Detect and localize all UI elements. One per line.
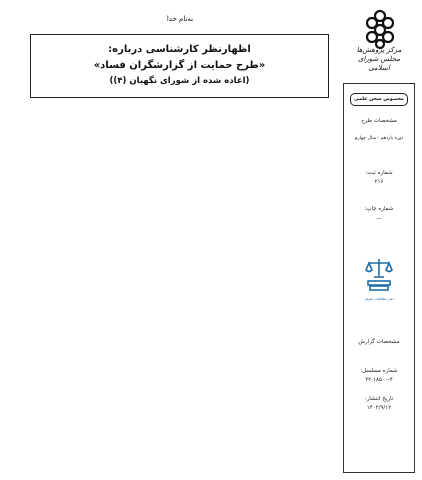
publish-date-label: تاریخ انتشار: xyxy=(364,396,394,402)
publish-date-value: ۱۴۰۲/۹/۱۲ xyxy=(366,405,392,411)
scales-of-justice-icon xyxy=(365,256,393,296)
report-specs-label: مشخصات گزارش xyxy=(358,339,400,345)
office-caption: دفتر مطالعات حقوقی xyxy=(364,297,394,301)
print-label: شماره چاپ: xyxy=(364,206,394,212)
bismillah-heading: به‌نام خدا xyxy=(166,15,194,23)
sidebar-panel xyxy=(343,83,415,473)
title-line-2: «طرح حمایت از گزارشگران فساد» xyxy=(93,60,266,71)
logo-text-line-2: مجلس شورای اسلامی xyxy=(357,55,401,72)
serial-label: شماره مسلسل: xyxy=(360,368,398,374)
logo-text xyxy=(347,46,411,73)
registration-label: شماره ثبت: xyxy=(365,170,393,176)
plan-specs-label: مشخصات طرح xyxy=(361,118,397,124)
title-line-1: اظهارنظر کارشناسی درباره: xyxy=(108,44,251,55)
title-line-3: (اعاده شده از شورای نگهبان (۴)) xyxy=(109,76,250,86)
title-box xyxy=(30,34,329,98)
print-value: — xyxy=(376,216,382,222)
term-label: دوره یازدهم - سال چهارم xyxy=(354,136,404,141)
registration-value: ۲۱۶ xyxy=(374,179,384,185)
classification-badge: مخصوص سخن علمی xyxy=(350,93,408,106)
logo-text-line-1: مرکز پژوهش‌ها xyxy=(356,46,402,54)
serial-value: ۲۲-۱۸۵۰۰-۴ xyxy=(365,377,393,383)
